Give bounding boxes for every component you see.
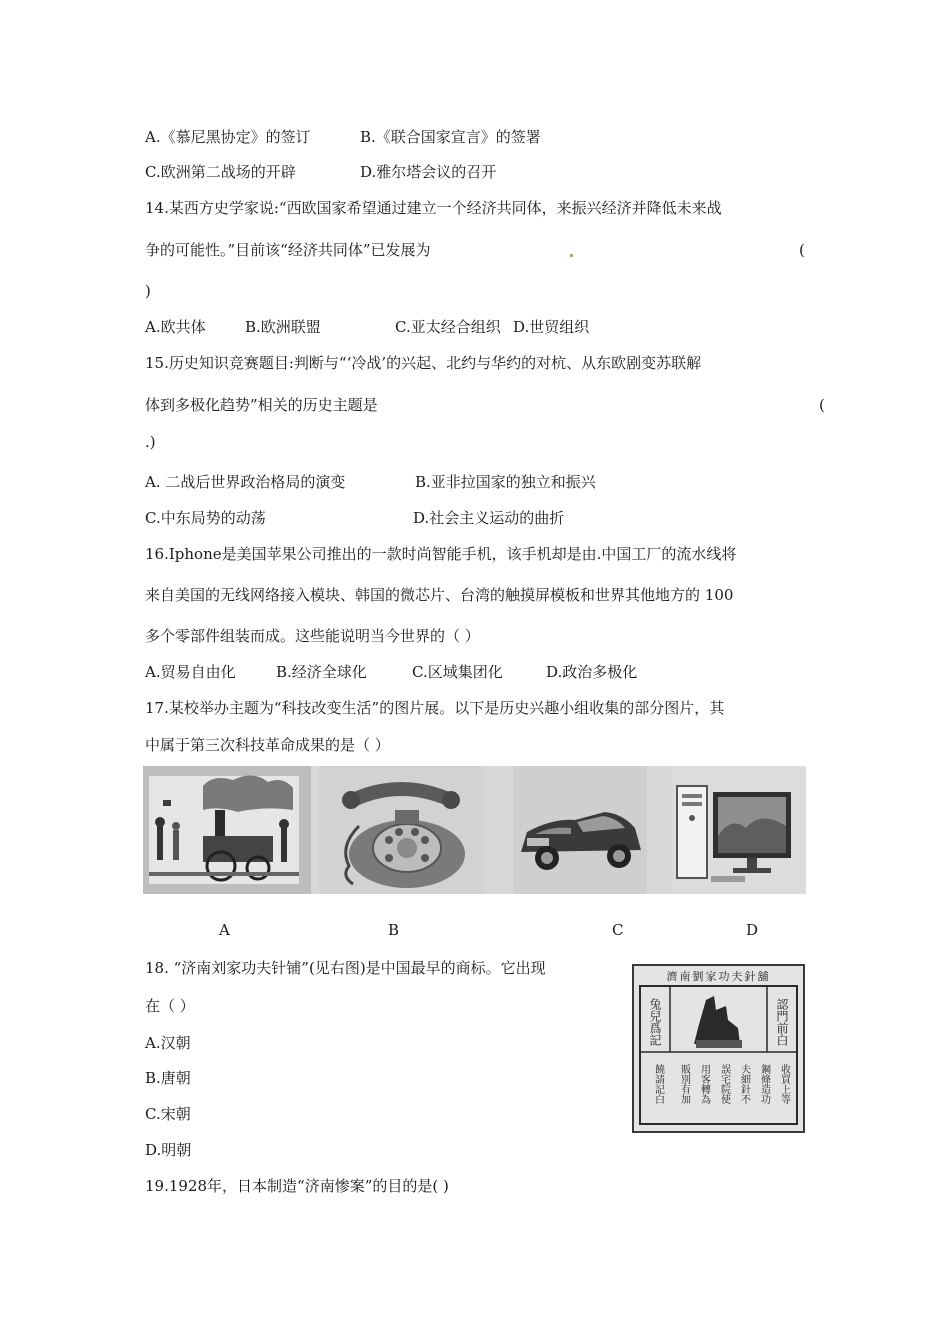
q16-stem-line1: 16.Ⅰphone是美国苹果公司推出的一款时尚智能手机，该手机却是由.中国工厂的流水线将 [145, 545, 737, 563]
q15-stem-line2: 体到多极化趋势”相关的历史主题是 [145, 396, 378, 414]
q16-option-a: A.贸易自由化 [145, 663, 236, 681]
q16-stem-line2: 来自美国的无线网络接入模块、韩国的微芯片、台湾的触摸屏模板和世界其他地方的 100 [145, 586, 734, 604]
q17-caption-a: A [219, 921, 230, 939]
q15-answer-paren-close: .) [145, 433, 156, 451]
q18-option-b: B.唐朝 [145, 1069, 191, 1087]
q14-option-b: B.欧洲联盟 [245, 318, 321, 336]
trademark-body-col3: 夫細針不 [738, 1064, 750, 1104]
q16-option-b: B.经济全球化 [276, 663, 367, 681]
trademark-top-title: 濟南劉家功夫針舖 [666, 970, 771, 983]
q17-stem-line1: 17.某校举办主题为“科技改变生活”的图片展。以下是历史兴趣小组收集的部分图片，其 [145, 699, 725, 717]
trademark-print [634, 966, 803, 1131]
q14-option-c: C.亚太经合组织 [395, 318, 501, 336]
q14-option-a: A.欧共体 [145, 318, 206, 336]
q13-option-d: D.雅尔塔会议的召开 [360, 163, 497, 181]
q18-option-d: D.明朝 [145, 1141, 192, 1159]
steam-locomotive-image [143, 766, 311, 894]
q18-option-a: A.汉朝 [145, 1034, 191, 1052]
q14-stem-line1: 14.某西方史学家说:“西欧国家希望通过建立一个经济共同体，来振兴经济并降低未来战 [145, 199, 722, 217]
q15-option-c: C.中东局势的动荡 [145, 509, 266, 527]
q18-stem-line1: 18. “济南刘家功夫针铺”(见右图)是中国最早的商标。它出现 [145, 959, 546, 977]
trademark-body-col6: 販別有加 [678, 1064, 690, 1104]
q15-option-a: A. 二战后世界政治格局的演变 [145, 473, 346, 491]
q17-caption-d: D [746, 921, 759, 939]
q16-option-d: D.政治多极化 [546, 663, 638, 681]
q16-option-c: C.区域集团化 [412, 663, 503, 681]
q13-option-c: C.欧洲第二战场的开辟 [145, 163, 296, 181]
q15-option-d: D.社会主义运动的曲折 [413, 509, 565, 527]
trademark-body-col7: 饒請記白 [652, 1064, 664, 1104]
q13-option-a: A.《慕尼黑协定》的签订 [145, 128, 311, 146]
trademark-body-col1: 收買上等 [778, 1064, 790, 1104]
automobile-image [513, 766, 647, 894]
q14-option-d: D.世贸组织 [513, 318, 590, 336]
q17-caption-b: B [388, 921, 400, 939]
q17-stem-line2: 中属于第三次科技革命成果的是（ ） [145, 736, 390, 754]
q16-stem-line3: 多个零部件组装而成。这些能说明当今世界的（ ） [145, 627, 480, 645]
trademark-left-text: 兔兒爲記 [648, 998, 662, 1046]
trademark-body-col4: 誤宅院使 [718, 1064, 730, 1104]
trademark-body-col5: 用客轉為 [698, 1064, 710, 1104]
q15-option-b: B.亚非拉国家的独立和振兴 [415, 473, 596, 491]
liu-family-needle-shop-trademark-image [632, 964, 805, 1133]
q14-stem-line2: 争的可能性。”目前该“经济共同体”已发展为 [145, 241, 431, 259]
scan-speck [570, 254, 573, 257]
trademark-right-text: 認門前白 [775, 998, 789, 1046]
q14-answer-paren-open: ( [799, 241, 805, 259]
personal-computer-image [671, 766, 806, 894]
trademark-body-col2: 鋼條造功 [758, 1064, 770, 1104]
q15-answer-paren-open: ( [819, 396, 825, 414]
q19-stem-line1: 19.1928年，日本制造“济南惨案”的目的是( ) [145, 1177, 449, 1195]
q17-caption-c: C [612, 921, 624, 939]
q13-option-b: B.《联合国家宣言》的签署 [360, 128, 541, 146]
q18-option-c: C.宋朝 [145, 1105, 191, 1123]
q17-image-strip [143, 766, 806, 894]
rotary-telephone-image [319, 766, 484, 894]
q15-stem-line1: 15.历史知识竞赛题目:判断与“‘冷战’的兴起、北约与华约的对杭、从东欧剧变苏联解 [145, 354, 702, 372]
q14-answer-paren-close: ) [145, 282, 151, 300]
q18-stem-line2: 在（ ） [145, 997, 195, 1015]
